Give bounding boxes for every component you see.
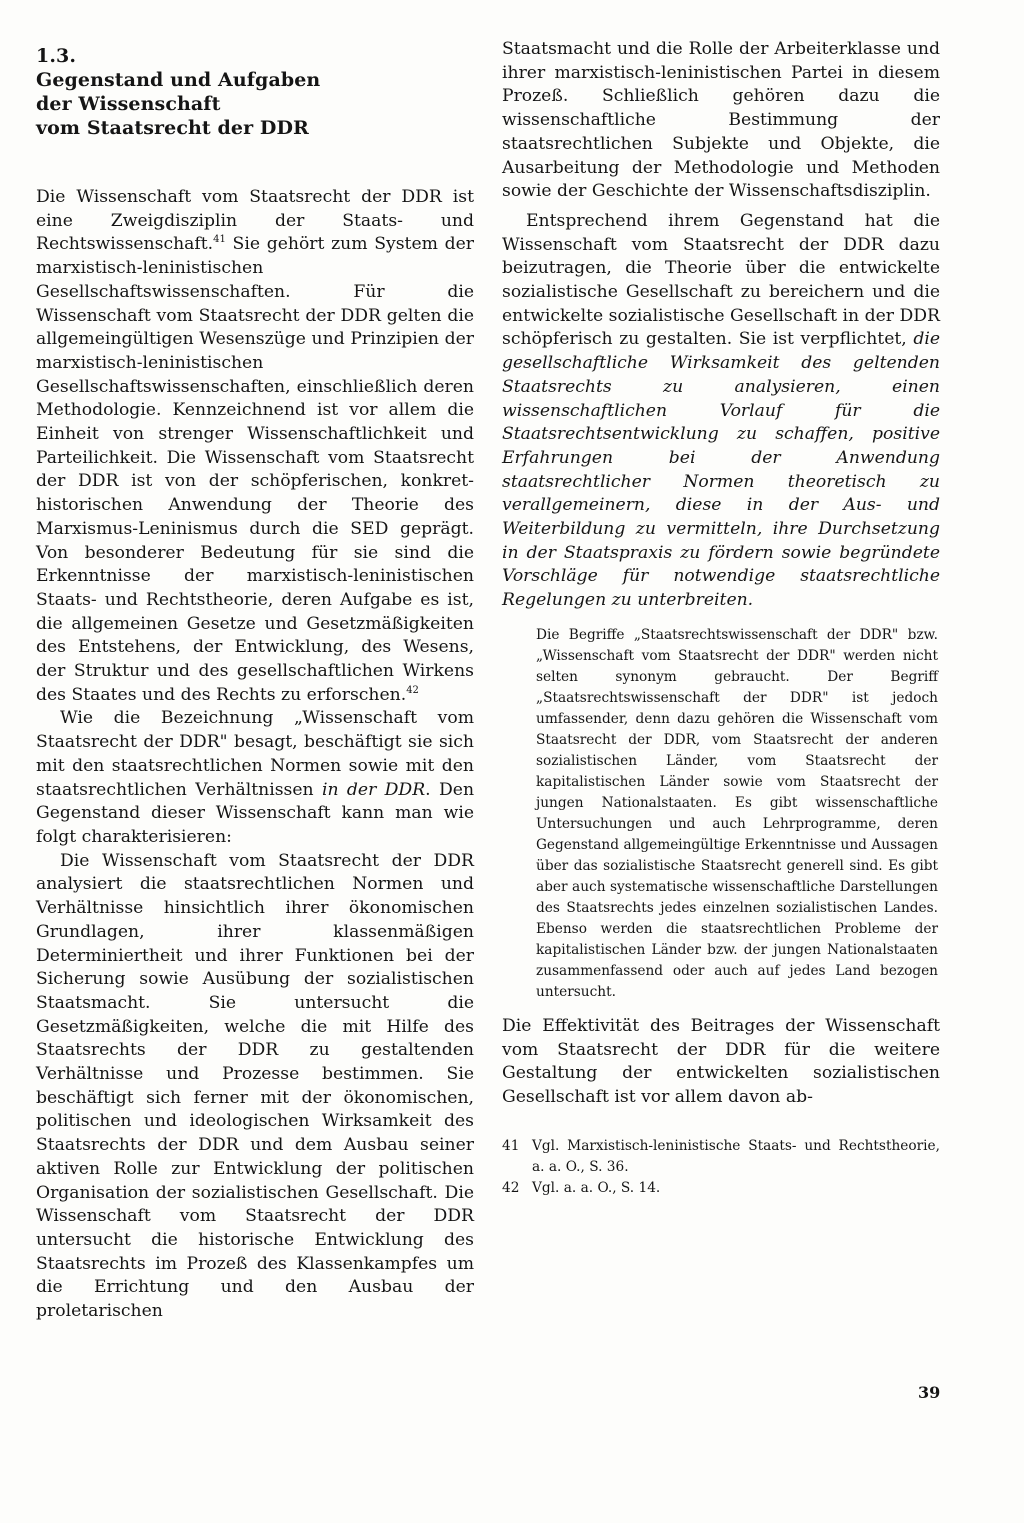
paragraph-1 <box>36 186 474 707</box>
right-column <box>502 38 940 1199</box>
paragraph-5 <box>502 1015 940 1110</box>
paragraph-1-text-b: Sie gehört zum System der marxistisch-leninistischen Gesellschaftswissenschaften. Für die Wissenschaft vom Staatsrecht der DDR gelten die allgemeingültigen Wesenszüge und Prinzipien der marxistisch-leninistischen Gesellschaftswissenschaften, einschließlich deren Methodologie. Kennzeichnend ist vor allem die Einheit von strenger Wissenschaftlichkeit und Parteilichkeit. Die Wissenschaft vom Staatsrecht der DDR ist von der schöpferischen, konkret-historischen Anwendung der Theorie des Marxismus-Leninismus durch die SED geprägt. Von besonderer Bedeutung für sie sind die Erkenntnisse der marxistisch-leninistischen Staats- und Rechtstheorie, deren Aufgabe es ist, die allgemeinen Gesetze und Gesetzmäßigkeiten des Entstehens, der Entwicklung, des Wesens, der Struktur und des gesellschaftlichen Wirkens des Staates und des Rechts zu erforschen. <box>36 234 474 705</box>
footnotes <box>502 1136 940 1199</box>
paragraph-2 <box>36 707 474 849</box>
section-number: 1.3. <box>36 45 77 67</box>
footnote-41 <box>502 1136 940 1178</box>
footnote-text: Vgl. a. a. O., S. 14. <box>532 1179 661 1196</box>
paragraph-3-continued <box>502 38 940 204</box>
paragraph-1-text-a: Die Wissenschaft vom Staatsrecht der DDR ist eine Zweigdisziplin der Staats- und Rechtswissenschaft. <box>36 187 474 255</box>
paragraph-3-continued-text: Staatsmacht und die Rolle der Arbeiterklasse und ihrer marxistisch-leninistischen Partei in diesem Prozeß. Schließlich gehören dazu die wissenschaftliche Bestimmung der staatsrechtlichen Subjekte und Objekte, die Ausarbeitung der Methodologie und Methoden sowie der Geschichte der Wissenschaftsdisziplin. <box>502 39 940 202</box>
footnote-ref-41: 41 <box>213 234 226 246</box>
paragraph-2-text-b: . Den Gegenstand dieser Wissenschaft kann man wie folgt charakterisieren: <box>36 779 475 847</box>
paragraph-4 <box>502 210 940 613</box>
footnote-text: Vgl. Marxistisch-leninistische Staats- und Rechtstheorie, a. a. O., S. 36. <box>532 1137 940 1175</box>
paragraph-5-text: Die Effektivität des Beitrages der Wissenschaft vom Staatsrecht der DDR für die weitere Gestaltung der entwickelten sozialistischen Gesellschaft ist vor allem davon ab- <box>502 1015 940 1107</box>
section-title-line-2: der Wissenschaft <box>36 93 221 115</box>
paragraph-2-text-a: Wie die Bezeichnung „Wissenschaft vom Staatsrecht der DDR" besagt, beschäftigt sie sich mit den staatsrechtlichen Normen sowie mit den staatsrechtlichen Verhältnissen <box>36 708 474 800</box>
page-number: 39 <box>918 1383 941 1402</box>
note-block <box>536 625 938 1003</box>
paragraph-4-emphasis: die gesellschaftliche Wirksamkeit des geltenden Staatsrechts zu analysieren, einen wissenschaftlichen Vorlauf für die Staatsrechtsentwicklung zu schaffen, positive Erfahrungen bei der Anwendung staatsrechtlicher Normen theoretisch zu verallgemeinern, diese in der Aus- und Weiterbildung zu vermitteln, ihre Durchsetzung in der Staatspraxis zu fördern sowie begründete Vorschläge für notwendige staatsrechtliche Regelungen zu unterbreiten. <box>502 329 940 611</box>
paragraph-3 <box>36 850 474 1324</box>
section-title-line-1: Gegenstand und Aufgaben <box>36 69 321 91</box>
paragraph-4-text: Entsprechend ihrem Gegenstand hat die Wissenschaft vom Staatsrecht der DDR dazu beizutragen, die Theorie über die entwickelte sozialistische Gesellschaft zu bereichern und die entwickelte sozialistische Gesellschaft in der DDR schöpferisch zu gestalten. Sie ist verpflichtet, <box>502 210 940 350</box>
footnote-42 <box>502 1178 940 1199</box>
note-text: Die Begriffe „Staatsrechtswissenschaft der DDR" bzw. „Wissenschaft vom Staatsrecht der DDR" werden nicht selten synonym gebraucht. Der Begriff „Staatsrechtswissenschaft der DDR" ist jedoch umfassender, denn dazu gehören die Wissenschaft vom Staatsrecht der DDR, vom Staatsrecht der anderen sozialistischen Länder, vom Staatsrecht der kapitalistischen Länder sowie vom Staatsrecht der jungen Nationalstaaten. Es gibt wissenschaftliche Untersuchungen und auch Lehrprogramme, deren Gegenstand allgemeingültige Erkenntnisse und Aussagen über das sozialistische Staatsrecht generell sind. Es gibt aber auch systematische wissenschaftliche Darstellungen des Staatsrechts jedes einzelnen sozialistischen Landes. Ebenso werden die staatsrechtlichen Probleme der kapitalistischen Länder bzw. der jungen Nationalstaaten zusammenfassend oder auch auf jedes Land bezogen untersucht. <box>536 626 938 1000</box>
footnote-number: 42 <box>502 1179 520 1196</box>
paragraph-3-text: Die Wissenschaft vom Staatsrecht der DDR analysiert die staatsrechtlichen Normen und Verhältnisse hinsichtlich ihrer ökonomischen Grundlagen, ihrer klassenmäßigen Determiniertheit und ihrer Funktionen bei der Sicherung sowie Ausübung der sozialistischen Staatsmacht. Sie untersucht die Gesetzmäßigkeiten, welche die mit Hilfe des Staatsrechts der DDR zu gestaltenden Verhältnisse und Prozesse bestimmen. Sie beschäftigt sich ferner mit der ökonomischen, politischen und ideologischen Wirksamkeit des Staatsrechts der DDR und dem Ausbau seiner aktiven Rolle zur Entwicklung der politischen Organisation der sozialistischen Gesellschaft. Die Wissenschaft vom Staatsrecht der DDR untersucht die historische Entwicklung des Staatsrechts im Prozeß des Klassenkampfes um die Errichtung und den Ausbau der proletarischen <box>36 850 474 1322</box>
left-column <box>36 44 474 1324</box>
footnote-ref-42: 42 <box>406 684 419 696</box>
section-heading <box>36 44 474 140</box>
paragraph-2-emphasis: in der DDR <box>321 779 426 800</box>
footnote-number: 41 <box>502 1137 520 1154</box>
section-title-line-3: vom Staatsrecht der DDR <box>36 117 309 139</box>
